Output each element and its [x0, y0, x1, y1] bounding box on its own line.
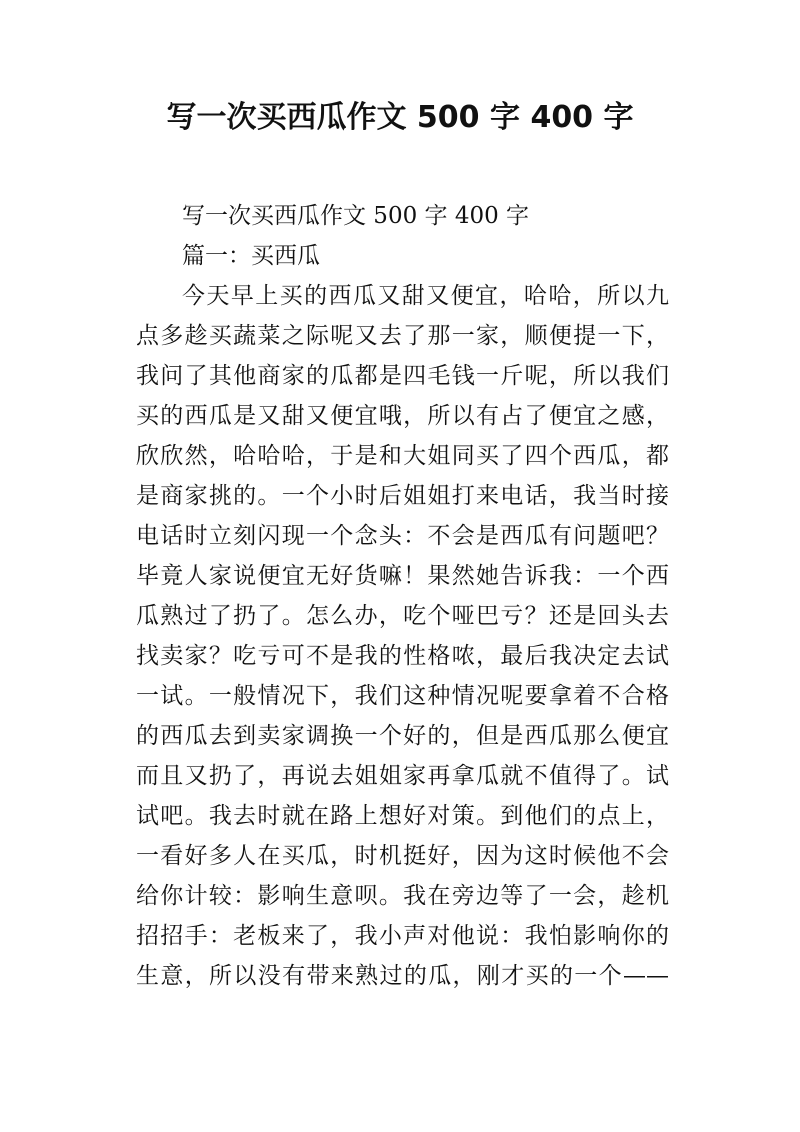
- paragraph-line: 是商家挑的。一个小时后姐姐打来电话，我当时接: [136, 483, 669, 509]
- paragraph-line: 今天早上买的西瓜又甜又便宜，哈哈，所以九: [182, 283, 669, 309]
- paragraph-line: 买的西瓜是又甜又便宜哦，所以有占了便宜之感，: [136, 403, 669, 429]
- paragraph-line: 的西瓜去到卖家调换一个好的，但是西瓜那么便宜: [136, 723, 669, 749]
- paragraph-line: 电话时立刻闪现一个念头：不会是西瓜有问题吧？: [136, 523, 669, 549]
- paragraph-line: 生意，所以没有带来熟过的瓜，刚才买的一个——: [136, 963, 669, 989]
- subtitle-line: 写一次买西瓜作文 500 字 400 字: [182, 203, 530, 229]
- paragraph-line: 一试。一般情况下，我们这种情况呢要拿着不合格: [136, 683, 669, 709]
- section-heading: 篇一：买西瓜: [182, 243, 320, 269]
- page-title: 写一次买西瓜作文 500 字 400 字: [166, 100, 634, 135]
- paragraph-line: 招招手：老板来了，我小声对他说：我怕影响你的: [136, 923, 669, 949]
- paragraph-line: 点多趁买蔬菜之际呢又去了那一家，顺便提一下，: [136, 323, 669, 349]
- paragraph-line: 瓜熟过了扔了。怎么办，吃个哑巴亏？还是回头去: [136, 603, 669, 629]
- paragraph-line: 给你计较：影响生意呗。我在旁边等了一会，趁机: [136, 883, 669, 909]
- paragraph-line: 欣欣然，哈哈哈，于是和大姐同买了四个西瓜，都: [136, 443, 669, 469]
- paragraph-line: 毕竟人家说便宜无好货嘛！果然她告诉我：一个西: [136, 563, 669, 589]
- paragraph-line: 我问了其他商家的瓜都是四毛钱一斤呢，所以我们: [136, 363, 669, 389]
- paragraph-line: 试吧。我去时就在路上想好对策。到他们的点上，: [136, 803, 669, 829]
- paragraph-line: 一看好多人在买瓜，时机挺好，因为这时候他不会: [136, 843, 669, 869]
- document-body: [136, 196, 669, 996]
- paragraph-line: 找卖家？吃亏可不是我的性格哝，最后我决定去试: [136, 643, 669, 669]
- paragraph-line: 而且又扔了，再说去姐姐家再拿瓜就不值得了。试: [136, 763, 669, 789]
